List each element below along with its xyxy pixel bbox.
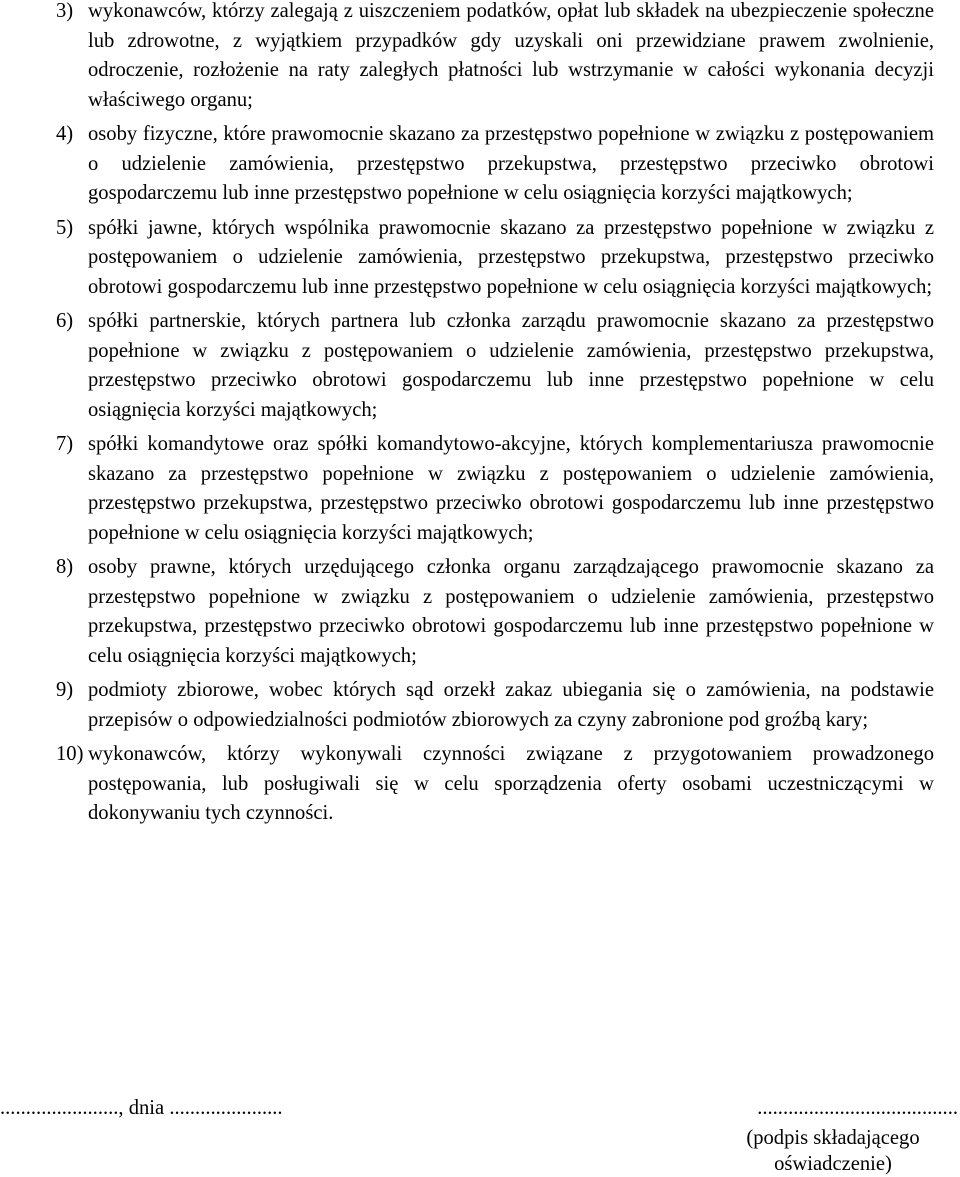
item-text: podmioty zbiorowe, wobec których sąd orzekł zakaz ubiegania się o zamówienia, na podstawie przepisów o odpowiedzialności podmiotów zbiorowych za czyny zabronione pod groźbą kary; (88, 679, 934, 731)
item-text: spółki partnerskie, których partnera lub członka zarządu prawomocnie skazano za przestępstwo popełnione w związku z postępowaniem o udzielenie zamówienia, przestępstwo przekupstwa, przestępstwo przeciwko obrotowi gospodarczemu lub inne przestępstwo popełnione w celu osiągnięcia korzyści majątkowych; (88, 310, 934, 421)
item-text: spółki komandytowe oraz spółki komandytowo-akcyjne, których komplementariusza prawomocnie skazano za przestępstwo popełnione w związku z postępowaniem o udzielenie zamówienia, przestępstwo przekupstwa, przestępstwo przeciwko obrotowi gospodarczemu lub inne przestępstwo popełnione w celu osiągnięcia korzyści majątkowych; (88, 433, 934, 544)
signature-block (628, 1096, 958, 1176)
exclusion-list (56, 0, 934, 829)
item-number: 8) (56, 556, 74, 578)
signature-caption-line2: oświadczenie) (774, 1153, 892, 1175)
signature-line: ....................................... (757, 1097, 958, 1119)
item-text: wykonawców, którzy zalegają z uiszczeniem podatków, opłat lub składek na ubezpieczenie społeczne lub zdrowotne, z wyjątkiem przypadków gdy uzyskali oni przewidziane prawem zwolnienie, odroczenie, rozłożenie na raty zaległych płatności lub wstrzymanie w całości wykonania decyzji właściwego organu; (88, 0, 934, 111)
item-number: 9) (56, 679, 74, 701)
list-item (56, 307, 934, 425)
list-item (56, 214, 934, 303)
list-item (56, 553, 934, 671)
list-item (56, 740, 934, 829)
list-item (56, 120, 934, 209)
item-text: osoby prawne, których urzędującego członka organu zarządzającego prawomocnie skazano za przestępstwo popełnione w związku z postępowaniem o udzielenie zamówienia, przestępstwo przekupstwa, przestępstwo przeciwko obrotowi gospodarczemu lub inne przestępstwo popełnione w celu osiągnięcia korzyści majątkowych; (88, 556, 934, 667)
item-number: 7) (56, 433, 74, 455)
item-text: wykonawców, którzy wykonywali czynności związane z przygotowaniem prowadzonego postępowania, lub posługiwali się w celu sporządzenia oferty osobami uczestniczącymi w dokonywaniu tych czynności. (88, 743, 934, 824)
list-item (56, 0, 934, 115)
item-number: 3) (56, 0, 74, 22)
item-text: spółki jawne, których wspólnika prawomocnie skazano za przestępstwo popełnione w związku z postępowaniem o udzielenie zamówienia, przestępstwo przekupstwa, przestępstwo przeciwko obrotowi gospodarczemu lub inne przestępstwo popełnione w celu osiągnięcia korzyści majątkowych; (88, 216, 934, 298)
item-number: 6) (56, 310, 74, 332)
signature-caption-line1: (podpis składającego (746, 1127, 920, 1149)
item-number: 10) (56, 743, 84, 765)
place-date-line: ......................., dnia ...................... (0, 1097, 283, 1119)
item-text: osoby fizyczne, które prawomocnie skazano za przestępstwo popełnione w związku z postępowaniem o udzielenie zamówienia, przestępstwo przekupstwa, przestępstwo przeciwko obrotowi gospodarczemu lub inne przestępstwo popełnione w celu osiągnięcia korzyści majątkowych; (88, 123, 934, 204)
list-item (56, 676, 934, 735)
item-number: 5) (56, 216, 74, 239)
item-number: 4) (56, 123, 74, 145)
list-item (56, 430, 934, 548)
